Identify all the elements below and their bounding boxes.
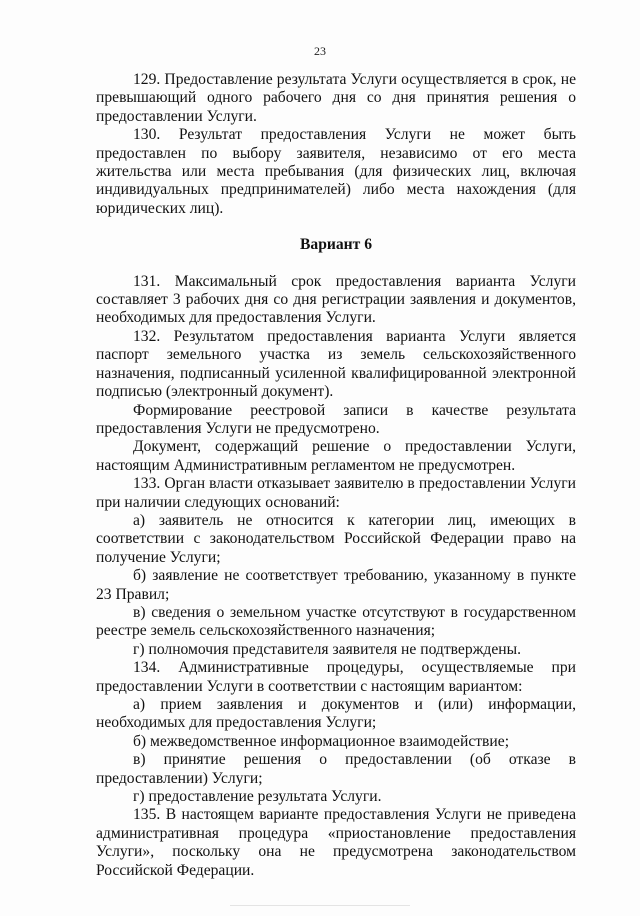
paragraph-132: 132. Результатом предоставления варианта Услуги является паспорт земельного участка из земель сельскохозяйственного назначения, подписанный усиленной квалифицированной электронной подписью (электронный документ). <box>96 327 576 401</box>
list-item-134-a: а) прием заявления и документов и (или) информации, необходимых для предоставления Услуги; <box>96 696 576 732</box>
section-heading: Вариант 6 <box>300 236 372 254</box>
list-item-133-v: в) сведения о земельном участке отсутствуют в государственном реестре земель сельскохозяйственного назначения; <box>96 603 576 640</box>
paragraph-registry-record: Формирование реестровой записи в качестве результата предоставления Услуги не предусмотрено. <box>96 401 576 437</box>
list-item-133-g: г) полномочия представителя заявителя не подтверждены. <box>133 640 522 658</box>
list-item-134-b: б) межведомственное информационное взаимодействие; <box>133 732 510 750</box>
paragraph-129: 129. Предоставление результата Услуги осуществляется в срок, не превышающий одного рабочего дня со дня принятия решения о предоставлении Услуги. <box>96 71 576 125</box>
paragraph-135: 135. В настоящем варианте предоставления Услуги не приведена административная процедура «приостановление предоставления Услуги», поскольку она не предусмотрена законодательством Российской Федерации. <box>96 806 576 879</box>
paragraph-130: 130. Результат предоставления Услуги не может быть предоставлен по выбору заявителя, независимо от его места жительства или места пребывания (для физических лиц, включая индивидуальных предпринимателей) либо места нахождения (для юридических лиц). <box>96 126 576 217</box>
list-item-133-a: а) заявитель не относится к категории лиц, имеющих в соответствии с законодательством Российской Федерации право на получение Услуги; <box>96 511 576 566</box>
list-item-134-v: в) принятие решения о предоставлении (об отказе в предоставлении) Услуги; <box>96 751 576 787</box>
scan-artifact-line <box>230 905 410 906</box>
paragraph-decision-document: Документ, содержащий решение о предоставлении Услуги, настоящим Административным регламентом не предусмотрен. <box>96 438 576 474</box>
page-number: 23 <box>314 44 326 58</box>
paragraph-131: 131. Максимальный срок предоставления варианта Услуги составляет 3 рабочих дня со дня регистрации заявления и документов, необходимых для предоставления Услуги. <box>96 272 576 327</box>
list-item-133-b: б) заявление не соответствует требованию, указанному в пункте 23 Правил; <box>96 567 576 603</box>
document-body <box>96 71 576 880</box>
paragraph-134: 134. Административные процедуры, осуществляемые при предоставлении Услуги в соответствии с настоящим вариантом: <box>96 659 576 695</box>
list-item-134-g: г) предоставление результата Услуги. <box>133 788 382 806</box>
paragraph-133: 133. Орган власти отказывает заявителю в предоставлении Услуги при наличии следующих оснований: <box>96 475 576 511</box>
